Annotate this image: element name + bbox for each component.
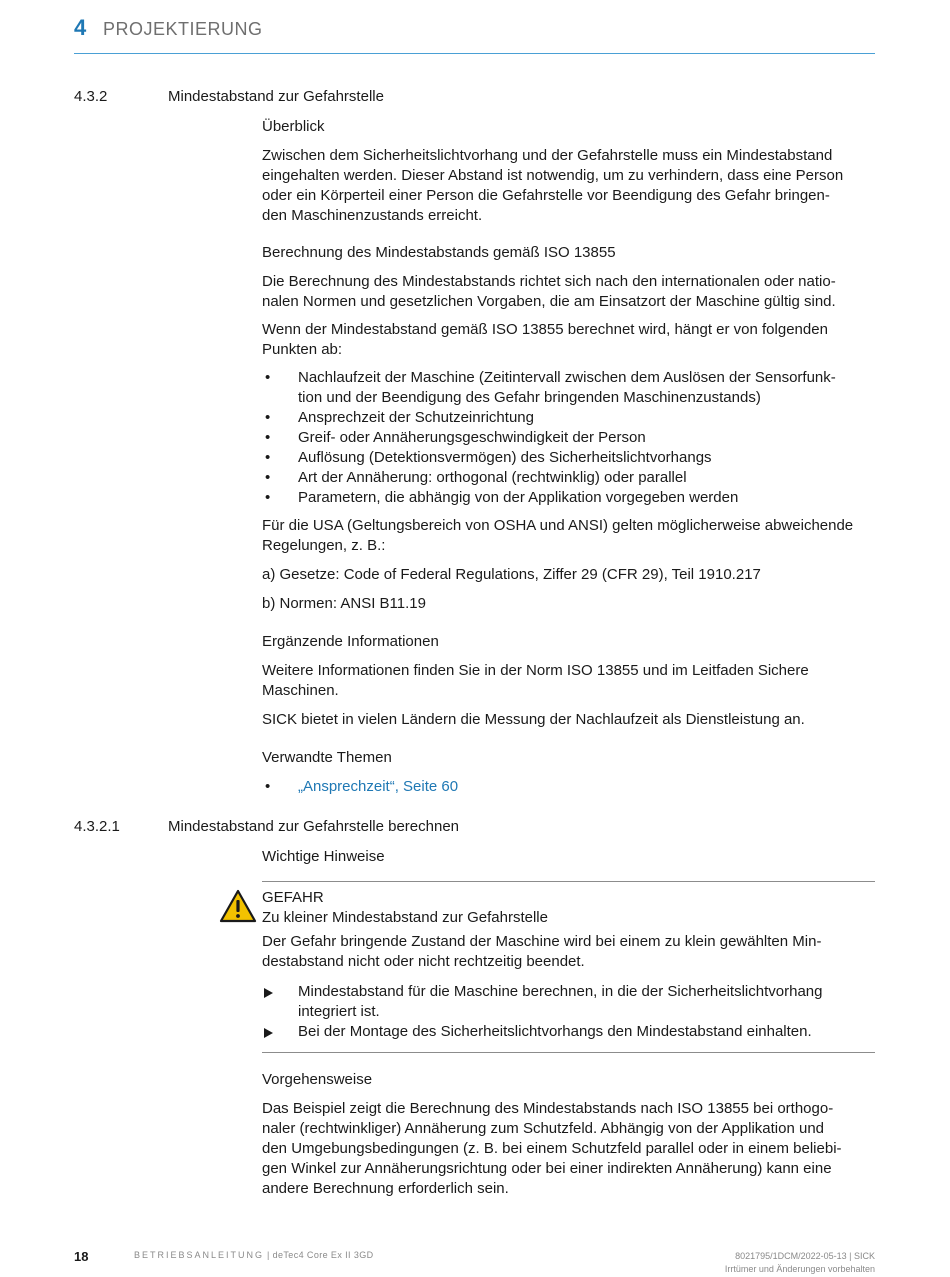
warning-text: Der Gefahr bringende Zustand der Maschine wird bei einem zu klein gewählten Min- destabstand nicht oder nicht rechtzeitig beendet. <box>262 933 822 970</box>
header-divider <box>74 53 875 54</box>
factor-list <box>262 368 875 508</box>
warning-box <box>262 888 875 1042</box>
warning-triangle-icon <box>219 889 257 923</box>
list-item: • Nachlaufzeit der Maschine (Zeitintervall zwischen dem Auslösen der Sensorfunk- tion und der Beendigung des Gefahr bringenden Maschinenzustands) <box>265 369 836 406</box>
procedure-heading: Vorgehensweise <box>262 1071 373 1088</box>
warning-bottom-rule <box>262 1052 875 1053</box>
list-item: • Parametern, die abhängig von der Applikation vorgegeben werden <box>265 489 739 506</box>
list-item: • „Ansprechzeit“, Seite 60 <box>265 778 459 795</box>
footer-document-info <box>725 1250 875 1276</box>
subsection-number: 4.3.2.1 <box>74 818 120 835</box>
list-item: Bei der Montage des Sicherheitslichtvorhangs den Mindestabstand einhalten. <box>262 1022 875 1042</box>
related-link-ansprechzeit[interactable]: „Ansprechzeit“, Seite 60 <box>298 778 459 795</box>
usa-paragraph: Für die USA (Geltungsbereich von OSHA und ANSI) gelten möglicherweise abweichende Regelungen, z. B.: <box>262 517 854 554</box>
procedure-paragraph: Das Beispiel zeigt die Berechnung des Mindestabstands nach ISO 13855 bei orthogo- naler (rechtwinkliger) Annäherung zum Schutzfeld. Abhängig von der Applikation und den Umgebungsbedingungen (z. B. bei einem Schutzfeld parallel oder in einem beliebi- gen Winkel zur Annäherungsrichtung oder bei einer indirekten Annäherung) kann eine andere Berechnung erforderlich sein. <box>262 1100 842 1197</box>
action-arrow-icon <box>264 1028 273 1038</box>
action-arrow-icon <box>264 988 273 998</box>
section-title: Mindestabstand zur Gefahrstelle <box>168 88 384 105</box>
chapter-number: 4 <box>74 15 87 40</box>
subsection-title: Mindestabstand zur Gefahrstelle berechnen <box>168 818 460 835</box>
procedure-section <box>262 1070 875 1199</box>
notes-heading: Wichtige Hinweise <box>262 848 385 865</box>
extra-info-paragraph-1: Weitere Informationen finden Sie in der Norm ISO 13855 und im Leitfaden Sichere Maschinen. <box>262 662 809 699</box>
usa-standard: b) Normen: ANSI B11.19 <box>262 595 426 612</box>
calc-paragraph-2: Wenn der Mindestabstand gemäß ISO 13855 berechnet wird, hängt er von folgenden Punkten ab: <box>262 321 828 358</box>
footer-document-title: BETRIEBSANLEITUNG | deTec4 Core Ex II 3GD <box>134 1250 374 1260</box>
calc-paragraph-1: Die Berechnung des Mindestabstands richtet sich nach den internationalen oder natio- nalen Normen und gesetzlichen Vorgaben, die am Einsatzort der Maschine gültig sind. <box>262 273 836 310</box>
extra-info-paragraph-2: SICK bietet in vielen Ländern die Messung der Nachlaufzeit als Dienstleistung an. <box>262 711 805 728</box>
warning-subtitle: Zu kleiner Mindestabstand zur Gefahrstelle <box>262 909 548 926</box>
warning-actions <box>262 982 875 1042</box>
list-item: • Art der Annäherung: orthogonal (rechtwinklig) oder parallel <box>265 469 687 486</box>
usa-law: a) Gesetze: Code of Federal Regulations, Ziffer 29 (CFR 29), Teil 1910.217 <box>262 566 761 583</box>
calc-heading: Berechnung des Mindestabstands gemäß ISO 13855 <box>262 244 616 261</box>
warning-top-rule <box>262 881 875 882</box>
overview-paragraph: Zwischen dem Sicherheitslichtvorhang und der Gefahrstelle muss ein Mindestabstand eingehalten werden. Dieser Abstand ist notwendig, um zu verhindern, dass eine Person oder ein Körperteil einer Person die Gefahrstelle vor Beendigung des Gefahr bringen- den Maschinenzustands erreicht. <box>262 147 844 224</box>
list-item: • Auflösung (Detektionsvermögen) des Sicherheitslichtvorhangs <box>265 449 712 466</box>
disclaimer: Irrtümer und Änderungen vorbehalten <box>724 1264 875 1274</box>
page-number: 18 <box>74 1249 89 1264</box>
section-number: 4.3.2 <box>74 88 108 105</box>
list-item: • Ansprechzeit der Schutzeinrichtung <box>265 409 534 426</box>
document-id: 8021795/1DCM/2022-05-13 | SICK <box>735 1251 875 1261</box>
list-item: • Greif- oder Annäherungsgeschwindigkeit der Person <box>265 429 646 446</box>
extra-info-heading: Ergänzende Informationen <box>262 633 439 650</box>
warning-signal-word: GEFAHR <box>262 889 324 906</box>
chapter-title: PROJEKTIERUNG <box>103 19 263 39</box>
section-432-body <box>262 117 875 797</box>
overview-heading: Überblick <box>262 118 325 135</box>
list-item: Mindestabstand für die Maschine berechnen, in die der Sicherheitslichtvorhang integriert ist. <box>262 982 875 1022</box>
related-topics-heading: Verwandte Themen <box>262 749 392 766</box>
related-topics-list <box>262 777 875 797</box>
